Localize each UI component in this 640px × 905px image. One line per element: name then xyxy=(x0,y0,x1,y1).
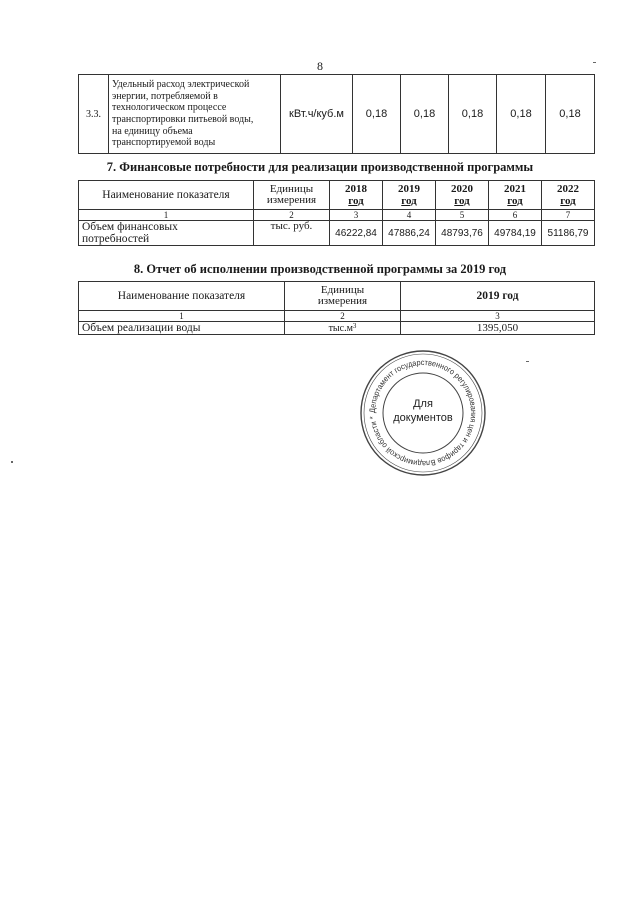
desc-line: технологическом процессе xyxy=(112,102,227,114)
year-word: год xyxy=(401,195,417,207)
year-number: 2021 xyxy=(504,183,526,195)
value-cell: 46222,84 xyxy=(330,221,383,246)
year-word: год xyxy=(507,195,523,207)
unit-cell: кВт.ч/куб.м xyxy=(281,75,353,154)
row-unit: тыс. руб. xyxy=(254,221,330,246)
value-cell: 51186,79 xyxy=(542,221,595,246)
value-cell: 0,18 xyxy=(353,75,401,154)
scan-speck xyxy=(526,361,529,362)
header-unit xyxy=(254,181,330,210)
col-number: 6 xyxy=(489,210,542,221)
header-year xyxy=(542,181,595,210)
indicator-description-cell xyxy=(109,75,281,154)
stamp-center-line2: документов xyxy=(393,412,453,424)
stamp-ring-text: Департамент государственного регулирования цен и тарифов Владимирской области * xyxy=(367,357,479,469)
desc-line: на единицу объема xyxy=(112,125,193,137)
col-number: 2 xyxy=(254,210,330,221)
row-name: Объем реализации воды xyxy=(79,322,285,335)
header-unit-line: Единицы xyxy=(269,183,314,195)
col-number: 1 xyxy=(79,210,254,221)
value-cell: 47886,24 xyxy=(383,221,436,246)
year-word: год xyxy=(348,195,364,207)
header-year xyxy=(383,181,436,210)
header-name: Наименование показателя xyxy=(79,181,254,210)
page-number: 8 xyxy=(317,59,323,73)
row-unit-superscript: 3 xyxy=(352,321,357,330)
header-year xyxy=(330,181,383,210)
desc-line: транспортируемой воды xyxy=(112,137,216,149)
value-cell: 49784,19 xyxy=(489,221,542,246)
header-unit-line: измерения xyxy=(266,194,317,206)
col-number: 5 xyxy=(436,210,489,221)
col-number: 3 xyxy=(330,210,383,221)
value-cell: 0,18 xyxy=(401,75,449,154)
year-number: 2020 xyxy=(451,183,473,195)
col-number: 1 xyxy=(79,311,285,322)
header-name: Наименование показателя xyxy=(79,282,285,311)
financial-needs-table xyxy=(78,180,595,246)
col-number: 7 xyxy=(542,210,595,221)
value-cell: 0,18 xyxy=(546,75,595,154)
row-number-cell: 3.3. xyxy=(79,75,109,154)
header-unit-line: измерения xyxy=(317,295,368,307)
header-year xyxy=(489,181,542,210)
value-cell: 0,18 xyxy=(497,75,546,154)
desc-line: транспортировки питьевой воды, xyxy=(112,114,254,125)
row-name-line: потребностей xyxy=(82,233,150,245)
year-word: год xyxy=(454,195,470,207)
row-name xyxy=(79,221,254,246)
desc-line: энергии, потребляемой в xyxy=(112,90,218,102)
scan-speck xyxy=(11,461,13,463)
section-8-title: 8. Отчет об исполнении производственной программы за 2019 год xyxy=(133,262,507,276)
row-unit xyxy=(285,322,401,335)
header-year xyxy=(436,181,489,210)
year-number: 2019 xyxy=(398,183,420,195)
value-cell: 48793,76 xyxy=(436,221,489,246)
energy-consumption-table xyxy=(78,74,595,154)
col-number: 4 xyxy=(383,210,436,221)
year-number: 2018 xyxy=(345,183,367,195)
stamp-center-line1: Для xyxy=(413,398,433,410)
header-year: 2019 год xyxy=(401,282,595,311)
row-unit-text: тыс.м xyxy=(328,322,353,334)
official-stamp xyxy=(358,348,488,478)
row-name-line: Объем финансовых xyxy=(82,221,178,233)
header-unit-line: Единицы xyxy=(320,284,365,296)
value-cell: 1395,050 xyxy=(401,322,595,335)
program-report-table xyxy=(78,281,595,335)
scan-speck xyxy=(593,62,596,63)
desc-line: Удельный расход электрической xyxy=(112,79,250,91)
col-number: 3 xyxy=(401,311,595,322)
header-unit xyxy=(285,282,401,311)
col-number: 2 xyxy=(285,311,401,322)
value-cell: 0,18 xyxy=(449,75,497,154)
year-word: год xyxy=(560,195,576,207)
year-number: 2022 xyxy=(557,183,579,195)
section-7-title: 7. Финансовые потребности для реализации производственной программы xyxy=(106,160,534,174)
